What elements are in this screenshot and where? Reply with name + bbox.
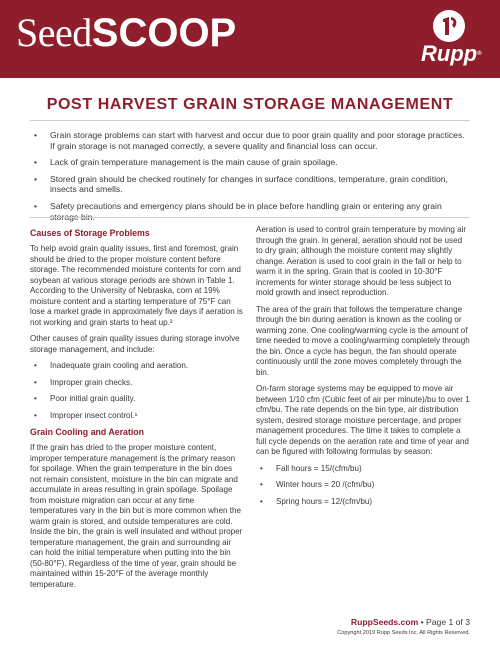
list-item: • Improper insect control.¹ bbox=[30, 411, 244, 422]
rupp-logo-text bbox=[421, 42, 482, 66]
page-title: POST HARVEST GRAIN STORAGE MANAGEMENT bbox=[46, 96, 454, 113]
formula-list bbox=[256, 464, 470, 508]
paragraph: On-farm storage systems may be equipped to move air between 1/10 cfm (Cubic feet of air per minute)/bu to over 1 cfm/bu. The rate depends on the bin type, air distribution system, desired storage moisture percentage, and proper management procedures. The time it takes to complete a full cycle depends on the aeration rate and time of year and can be figured with following formulas by season: bbox=[256, 384, 470, 456]
footer-site-link[interactable]: RuppSeeds.com bbox=[350, 617, 419, 627]
left-column bbox=[30, 225, 244, 596]
rupp-leaf-icon bbox=[433, 10, 465, 42]
section-heading-cooling: Grain Cooling and Aeration bbox=[30, 427, 145, 437]
brand-title bbox=[16, 10, 236, 56]
section-heading-causes: Causes of Storage Problems bbox=[30, 228, 150, 238]
summary-bullet: • Grain storage problems can start with harvest and occur due to poor grain quality and poor storage practices. If grain storage is not managed correctly, a severe quality and financial loss can occur. bbox=[30, 130, 470, 151]
rupp-logo bbox=[417, 10, 485, 70]
page-number: Page 1 of 3 bbox=[426, 617, 470, 627]
logo-word: Rupp bbox=[421, 41, 478, 66]
paragraph: If the grain has dried to the proper moisture content, improper temperature management is the primary reason for spoilage. When the grain temperature in the bin does not remain consistent, moisture in the bin can migrate and accumulate in areas resulting in grain spoilage. Spoilage from moisture migration can occur at any time temperatures vary in the bin but is more common when the warm grain is stored, and outside temperatures are cold. Inside the bin, the grain is well insulated and without proper temperature management, the grain and surrounding air can hold the initial temperature when putting into the bin (50-80°F). Regardless of the time of year, grain should be maintained within 15-20°F of the average monthly temperature. bbox=[30, 443, 243, 589]
list-item: • Improper grain checks. bbox=[30, 378, 244, 389]
paragraph: Aeration is used to control grain temperature by moving air through the grain. In general, aeration should not be used to dry grain; although the moisture content may slightly change. Aeration is used to cool grain in the fall or help to warm it in the spring. Grain that is cooled in 10-30°F increments for winter storage should be less subject to mold growth and insect reproduction. bbox=[256, 225, 467, 297]
header-banner bbox=[0, 0, 500, 78]
brand-scoop: SCOOP bbox=[91, 11, 237, 55]
paragraph: To help avoid grain quality issues, first and foremost, grain should be dried to the proper moisture content before storage. The recommended moisture contents for corn and soybean at various storage periods are shown in Table 1. According to the University of Nebraska, corn at 19% moisture content and a starting temperature of 75°F can lose a market grade in approximately five days if aeration is not working and grain starts to heat up.² bbox=[30, 244, 243, 327]
right-column bbox=[256, 225, 470, 513]
title-divider bbox=[30, 120, 470, 121]
summary-bullet: • Lack of grain temperature management is the main cause of grain spoilage. bbox=[30, 157, 470, 168]
causes-list bbox=[30, 361, 244, 421]
summary-bullet-list bbox=[30, 130, 470, 228]
summary-bullet: • Safety precautions and emergency plans should be in place before handling grain or entering any grain bbox=[30, 201, 470, 222]
brand-seed: Seed bbox=[16, 10, 92, 55]
logo-trademark: ® bbox=[477, 51, 482, 57]
summary-bullet: • Stored grain should be checked routinely for changes in surface conditions, temperature, grain condition, insects and smells. bbox=[30, 174, 470, 195]
list-item: • Winter hours = 20 /(cfm/bu) bbox=[256, 480, 470, 491]
list-item: • Inadequate grain cooling and aeration. bbox=[30, 361, 244, 372]
summary-divider bbox=[30, 217, 470, 218]
copyright-notice: Copyright 2019 Rupp Seeds Inc. All Rights Reserved. bbox=[337, 630, 470, 636]
page-footer bbox=[250, 617, 470, 628]
list-item: • Poor initial grain quality. bbox=[30, 394, 244, 405]
footer-separator: • bbox=[420, 617, 424, 627]
paragraph: Other causes of grain quality issues during storage involve storage management, and include: bbox=[30, 334, 240, 354]
list-item: • Spring hours = 12/(cfm/bu) bbox=[256, 497, 470, 508]
paragraph: The area of the grain that follows the temperature change through the bin during aeration is known as the cooling or warming zone. One cooling/warming cycle is the amount of time needed to move a cooling/warming completely through the bin. Once a cycle has begun, the fan should operate continuously until the zone moves completely through the bin. bbox=[256, 304, 470, 377]
list-item: • Fall hours = 15/(cfm/bu) bbox=[256, 464, 470, 475]
